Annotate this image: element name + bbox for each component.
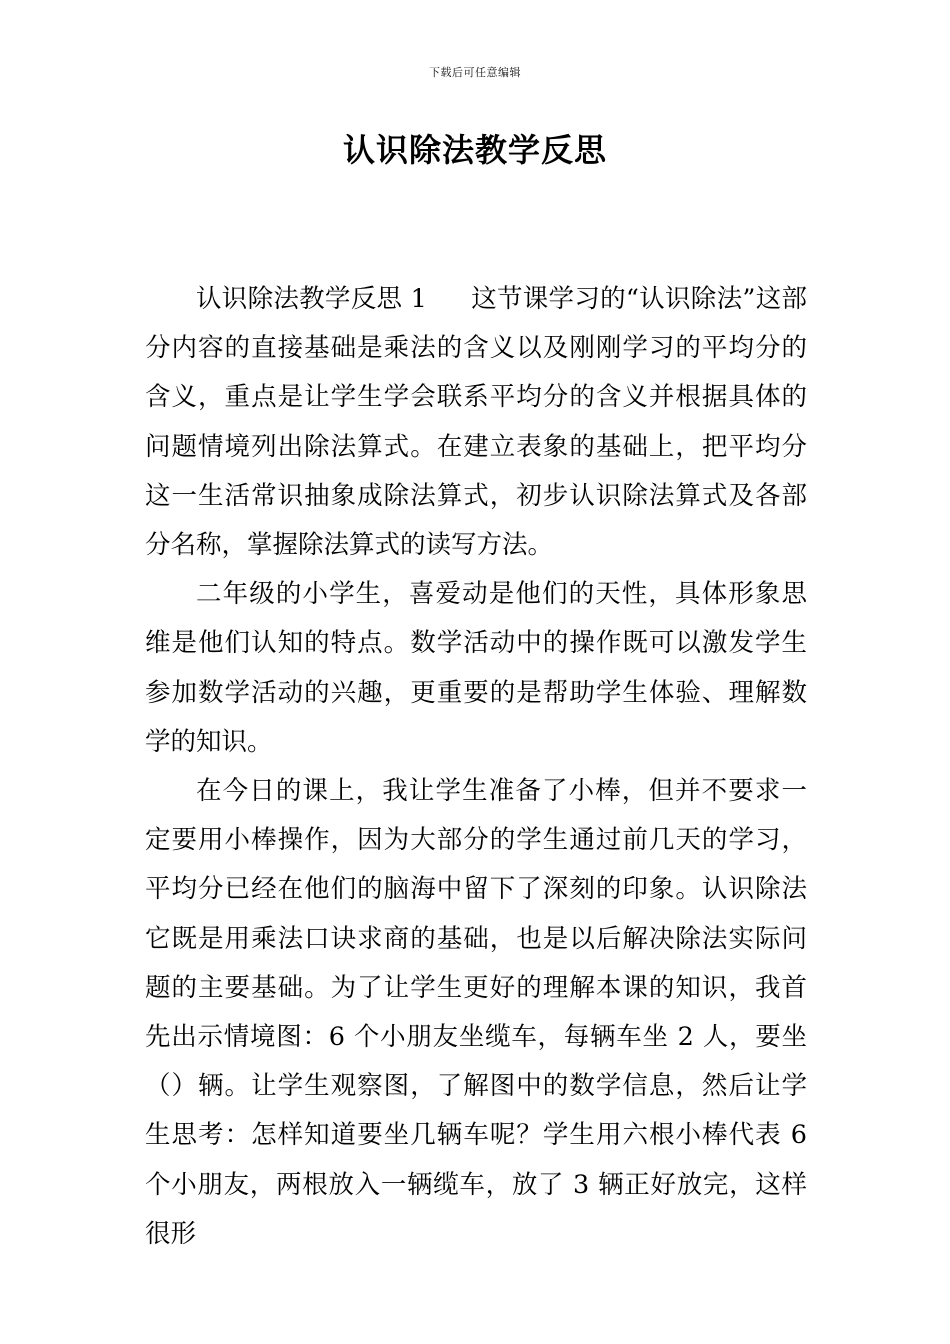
- paragraph-text: 这节课学习的“认识除法”这部分内容的直接基础是乘法的含义以及刚刚学习的平均分的含义，重点是让学生学会联系平均分的含义并根据具体的问题情境列出除法算式。在建立表象的基础上，把平均分这一生活常识抽象成除法算式，初步认识除法算式及各部分名称，掌握除法算式的读写方法。: [145, 284, 807, 561]
- paragraph-lead: 认识除法教学反思 1: [196, 284, 427, 314]
- document-body: [145, 275, 807, 1259]
- paragraph-1: [145, 275, 807, 570]
- paragraph-3: 在今日的课上，我让学生准备了小棒，但并不要求一定要用小棒操作，因为大部分的学生通过前几天的学习，平均分已经在他们的脑海中留下了深刻的印象。认识除法它既是用乘法口诀求商的基础，也是以后解决除法实际问题的主要基础。为了让学生更好的理解本课的知识，我首先出示情境图：6 个小朋友坐缆车，每辆车坐 2 人，要坐（）辆。让学生观察图，了解图中的数学信息，然后让学生思考：怎样知道要坐几辆车呢？学生用六根小棒代表 6 个小朋友，两根放入一辆缆车，放了 3 辆正好放完，这样很形: [145, 776, 807, 1249]
- header-note: 下载后可任意编辑: [429, 66, 521, 79]
- document-title: 认识除法教学反思: [342, 131, 607, 169]
- paragraph-2: 二年级的小学生，喜爱动是他们的天性，具体形象思维是他们认知的特点。数学活动中的操作既可以激发学生参加数学活动的兴趣，更重要的是帮助学生体验、理解数学的知识。: [145, 579, 807, 757]
